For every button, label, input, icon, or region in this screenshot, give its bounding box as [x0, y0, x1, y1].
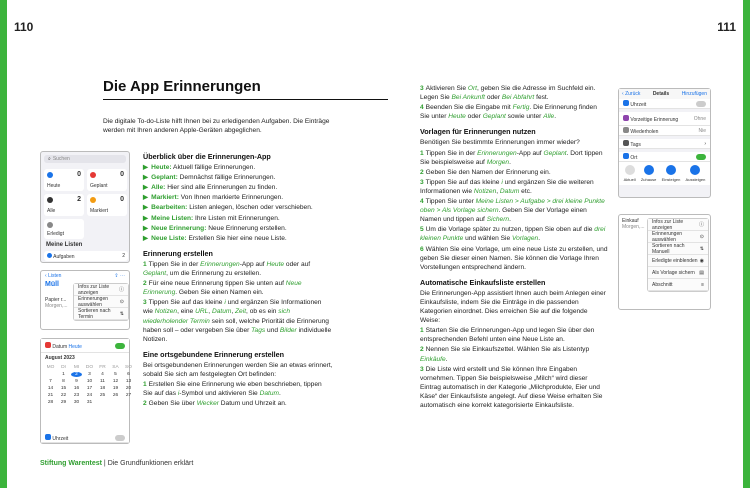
calendar-day[interactable]: 1	[62, 372, 65, 377]
calendar-day	[45, 372, 56, 377]
screenshot-date-picker	[40, 338, 130, 444]
calendar-day[interactable]: 24	[86, 393, 93, 398]
page-number-right: 111	[717, 20, 736, 34]
shopping-step-3: 3 Die Liste wird erstellt und Sie können Ihre Eingaben vornehmen. Tippen Sie beispielsweise „Milch“ wird dieser Eintrag automatisch in der Kategorie „Milchprodukte, Eier und Käse“ der Einkaufsliste angelegt. Auf diese Weise erhalten Sie automatisch eine korrekt kategorisierte Einkaufsliste.	[420, 365, 603, 409]
clock-icon	[45, 434, 51, 440]
templates-step-3: 3 Tippen Sie auf das kleine i und ergänzen Sie die weiteren Informationen wie Notizen, Datum etc.	[420, 178, 594, 195]
my-lists-heading: Meine Listen	[46, 242, 83, 248]
location-heading: Eine ortsgebundene Erinnerung erstellen	[143, 349, 284, 359]
sort-icon: ⇅	[119, 310, 124, 317]
location-step-2: 2 Geben Sie über Wecker Datum und Uhrzeit an.	[143, 400, 287, 408]
back-button[interactable]: ‹ Zurück	[622, 91, 641, 97]
menu-show-info[interactable]: Infos zur Liste anzeigen ⓘ	[74, 284, 128, 296]
home-icon	[644, 165, 654, 175]
menu-select[interactable]: Erinnerungen auswählen ⊙	[74, 296, 128, 308]
bell-icon	[623, 115, 629, 121]
calendar-day[interactable]: 3	[88, 372, 91, 377]
calendar-day[interactable]: 5	[114, 372, 117, 377]
overview-item: ▶ Bearbeiten: Listen anlegen, löschen oder verschieben.	[143, 204, 313, 212]
chevron-right-icon: ›	[704, 140, 706, 147]
location-home[interactable]: Zuhause	[641, 165, 657, 182]
add-button[interactable]: Hinzufügen	[681, 91, 707, 97]
calendar-icon	[90, 172, 96, 178]
location-intro: Bei ortsgebundenen Erinnerungen werden Sie an etwas erinnert, sobald Sie sich am festgelegten Ort befinden:	[143, 361, 333, 378]
templates-intro: Benötigen Sie bestimmte Erinnerungen immer wieder?	[420, 139, 580, 147]
shopping-heading: Automatische Einkaufsliste erstellen	[420, 277, 546, 287]
calendar-day	[123, 400, 134, 405]
flag-icon	[90, 197, 96, 203]
page-number-left: 110	[14, 20, 34, 34]
checkmark-icon	[47, 222, 53, 228]
search-field[interactable]: ⌕ Suchen	[44, 155, 126, 163]
overview-item: ▶ Markiert: Von Ihnen markierte Erinnerungen.	[143, 194, 284, 202]
overview-item: ▶ Alle: Hier sind alle Erinnerungen zu finden.	[143, 184, 278, 192]
tile-flagged[interactable]: 0 Markiert	[87, 194, 127, 216]
screenshot-list-menu	[40, 270, 130, 330]
detail-row-time[interactable]: Uhrzeit	[619, 99, 710, 109]
calendar-day	[110, 400, 121, 405]
context-menu	[647, 218, 709, 292]
detail-row-early[interactable]: Vorzeitige Erinnerung Ohne	[619, 112, 710, 126]
chevron-left-icon: ‹	[622, 91, 624, 97]
clock-icon	[623, 100, 629, 106]
car-icon	[690, 165, 700, 175]
weekday-label: MI	[73, 365, 80, 370]
calendar-day[interactable]: 26	[112, 393, 119, 398]
page-footer: Stiftung Warentest | Die Grundfunktionen erklärt	[40, 460, 194, 467]
location-toggle[interactable]	[696, 154, 706, 160]
templates-step-5: 5 Um die Vorlage später zu nutzen, tippen Sie oben auf die drei kleinen Punkte und wählen Sie Vorlagen.	[420, 226, 606, 243]
car-icon	[666, 165, 676, 175]
detail-row-location[interactable]: Ort	[619, 152, 710, 162]
info-icon: ⓘ	[698, 222, 704, 228]
share-icon[interactable]: ⇪ ⋯	[114, 273, 125, 279]
calendar-day[interactable]: 29	[60, 400, 67, 405]
list-entry[interactable]: Einkauf Morgen,...	[622, 218, 645, 230]
calendar-day[interactable]: 25	[99, 393, 106, 398]
create-step-1: 1 Tippen Sie in der Erinnerungen-App auf Heute oder auf Geplant, um die Erinnerung zu erstellen.	[143, 260, 311, 278]
location-arrow-icon	[625, 165, 635, 175]
context-menu	[73, 283, 129, 321]
templates-step-4: 4 Tippen Sie unter Meine Listen > Aufgabe > drei kleine Punkte oben > Als Vorlage sichern. Geben Sie der Vorlage einen Namen und tippen auf Sichern.	[420, 198, 605, 224]
overview-item: ▶ Heute: Aktuell fällige Erinnerungen.	[143, 164, 256, 172]
location-step-4: 4 Beenden Sie die Eingabe mit Fertig. Die Erinnerung finden Sie unter Heute oder Geplant sowie unter Alle.	[420, 104, 597, 121]
menu-section[interactable]: Abschnitt ≡	[648, 279, 708, 291]
templates-step-2: 2 Geben Sie den Namen der Erinnerung ein.	[420, 168, 551, 176]
overview-item: ▶ Geplant: Demnächst fällige Erinnerungen.	[143, 174, 276, 182]
right-edge-bar	[743, 0, 750, 488]
weekday-label: FR	[99, 365, 106, 370]
calendar-day[interactable]: 18	[99, 386, 106, 391]
overview-heading: Überblick über die Erinnerungen-App	[143, 152, 271, 161]
menu-sort[interactable]: Sortieren nach Termin ⇅	[74, 308, 128, 320]
right-text-column	[420, 84, 608, 411]
calendar-day[interactable]: 21	[47, 393, 54, 398]
tag-icon	[623, 140, 629, 146]
section-icon: ≡	[701, 281, 704, 288]
shopping-step-1: 1 Starten Sie die Erinnerungen-App und legen Sie über den entsprechenden Befehl unten eine Neue Liste an.	[420, 327, 595, 344]
date-toggle[interactable]	[115, 343, 125, 349]
today-icon	[47, 172, 53, 178]
calendar-day[interactable]: 23	[73, 393, 80, 398]
screenshot-details	[618, 88, 711, 198]
menu-save-template[interactable]: Als Vorlage sichern ▤	[648, 267, 708, 279]
month-label[interactable]: August 2023	[45, 355, 75, 361]
detail-row-repeat[interactable]: Wiederholen Nie	[619, 126, 710, 136]
list-entry[interactable]: Papier r... Morgen,...	[45, 297, 68, 309]
calendar-day[interactable]: 30	[73, 400, 80, 405]
time-row[interactable]: Uhrzeit	[41, 433, 129, 443]
weekday-label: DO	[85, 365, 94, 370]
calendar-day	[97, 400, 108, 405]
menu-select[interactable]: Erinnerungen auswählen ⊙	[648, 231, 708, 243]
weekday-label: SO	[125, 365, 132, 370]
templates-step-1: 1 Tippen Sie in der Erinnerungen-App auf Geplant. Dort tippen Sie beispielsweise auf Morgen.	[420, 149, 603, 166]
detail-row-tags[interactable]: Tags ›	[619, 139, 710, 149]
page-title: Die App Erinnerungen	[103, 78, 388, 100]
tile-today[interactable]: 0 Heute	[44, 169, 84, 191]
calendar-day[interactable]: 20	[125, 386, 132, 391]
tile-all[interactable]: 2 Alle	[44, 194, 84, 216]
location-get-in[interactable]: Einsteigen	[662, 165, 681, 182]
menu-show-completed[interactable]: Erledigte einblenden ◉	[648, 255, 708, 267]
overview-item: ▶ Neue Liste: Erstellen Sie hier eine neue Liste.	[143, 234, 287, 242]
calendar-icon	[45, 342, 51, 348]
templates-heading: Vorlagen für Erinnerungen nutzen	[420, 127, 536, 137]
list-item-tasks[interactable]: Aufgaben 2	[44, 251, 128, 261]
location-step-1: 1 Erstellen Sie eine Erinnerung wie eben beschrieben, tippen Sie auf das i-Symbol und aktivieren Sie Datum.	[143, 381, 322, 398]
shopping-intro: Die Erinnerungen-App assistiert Ihnen auch beim Anlegen einer Einkaufsliste, indem Sie die Einträge in die passenden Kategorien einordnet. Dies erreichen Sie auf die folgende Weise:	[420, 289, 606, 325]
calendar-day[interactable]: 7	[49, 379, 52, 384]
list-icon	[47, 253, 52, 258]
calendar-day[interactable]: 13	[125, 379, 132, 384]
overview-section	[143, 148, 333, 409]
left-edge-bar	[0, 0, 7, 488]
calendar-day[interactable]: 11	[100, 379, 105, 384]
search-icon: ⌕	[48, 156, 51, 162]
calendar-day[interactable]: 19	[112, 386, 119, 391]
list-title: Müll	[45, 281, 59, 288]
screenshot-template-menu	[618, 214, 711, 310]
tile-completed[interactable]: Erledigt	[44, 219, 84, 239]
back-button[interactable]: ‹ Listen	[45, 273, 62, 279]
overview-list	[143, 163, 333, 243]
location-icon	[623, 153, 629, 159]
sort-icon: ⇅	[699, 245, 704, 252]
weekday-label: MO	[46, 365, 55, 370]
calendar-day[interactable]: 8	[62, 379, 65, 384]
repeat-icon	[623, 127, 629, 133]
template-icon: ▤	[699, 269, 704, 276]
overview-item: ▶ Meine Listen: Ihre Listen mit Erinnerungen.	[143, 214, 280, 222]
templates-step-6: 6 Wählen Sie eine Vorlage, um eine neue Liste zu erstellen, und geben Sie dieser einen Namen. Sie können die Vorlage Ihren Vorstellungen entsprechend ändern.	[420, 245, 608, 271]
location-options	[619, 162, 710, 185]
checkmark-circle-icon: ⊙	[119, 298, 124, 305]
calendar-day[interactable]: 4	[101, 372, 104, 377]
chevron-left-icon: ‹	[45, 273, 47, 279]
calendar-day[interactable]: 6	[127, 372, 130, 377]
location-current[interactable]: Aktuell	[624, 165, 636, 182]
calendar-day[interactable]: 15	[60, 386, 67, 391]
checkmark-circle-icon: ⊙	[699, 233, 704, 240]
weekday-label: SA	[112, 365, 119, 370]
info-icon: ⓘ	[118, 287, 124, 293]
eye-icon: ◉	[699, 257, 704, 264]
tile-scheduled[interactable]: 0 Geplant	[87, 169, 127, 191]
create-step-2: 2 Für eine neue Erinnerung tippen Sie unten auf Neue Erinnerung. Geben Sie einen Namen ein.	[143, 280, 302, 297]
weekday-label: DI	[61, 365, 66, 370]
location-get-out[interactable]: Aussteigen	[686, 165, 706, 182]
date-row[interactable]: Datum Heute	[41, 339, 129, 353]
intro-paragraph: Die digitale To-do-Liste hilft Ihnen bei zu erledigenden Aufgaben. Die Einträge werden mit Ihren anderen Apple-Geräten abgeglichen.	[103, 118, 330, 135]
calendar-day[interactable]: 10	[86, 379, 93, 384]
time-toggle[interactable]	[696, 101, 706, 107]
calendar-day[interactable]: 9	[75, 379, 78, 384]
calendar-day[interactable]: 28	[47, 400, 54, 405]
create-step-3: 3 Tippen Sie auf das kleine i und ergänzen Sie Informationen wie Notizen, eine URL, Datum, Zeit, ob es ein sich wiederholender Termin sein soll, welche Priorität die Erinnerung haben soll – oder vergeben Sie über Tags und Bilder individuelle Notizen.	[143, 299, 332, 343]
calendar-day[interactable]: 16	[73, 386, 80, 391]
overview-item: ▶ Neue Erinnerung: Neue Erinnerung erstellen.	[143, 224, 287, 232]
menu-sort[interactable]: Sortieren nach Manuell ⇅	[648, 243, 708, 255]
shopping-step-2: 2 Nennen Sie sie Einkaufszettel. Wählen Sie als Listentyp Einkäufe.	[420, 346, 590, 363]
calendar-day[interactable]: 14	[47, 386, 54, 391]
calendar-day[interactable]: 22	[60, 393, 67, 398]
menu-show-info[interactable]: Infos zur Liste anzeigen ⓘ	[648, 219, 708, 231]
location-step-3: 3 Aktivieren Sie Ort, geben Sie die Adresse im Suchfeld ein. Legen Sie Bei Ankunft oder Bei Abfahrt fest.	[420, 85, 596, 102]
tray-icon	[47, 197, 53, 203]
calendar-day[interactable]: 27	[125, 393, 132, 398]
time-toggle[interactable]	[115, 435, 125, 441]
calendar-day[interactable]: 31	[86, 400, 93, 405]
details-title: Details	[652, 91, 670, 97]
calendar-grid	[41, 363, 132, 407]
screenshot-overview	[40, 151, 130, 263]
calendar-day[interactable]: 2	[71, 372, 82, 377]
calendar-day[interactable]: 17	[86, 386, 93, 391]
create-heading: Erinnerung erstellen	[143, 248, 213, 258]
calendar-day[interactable]: 12	[112, 379, 119, 384]
